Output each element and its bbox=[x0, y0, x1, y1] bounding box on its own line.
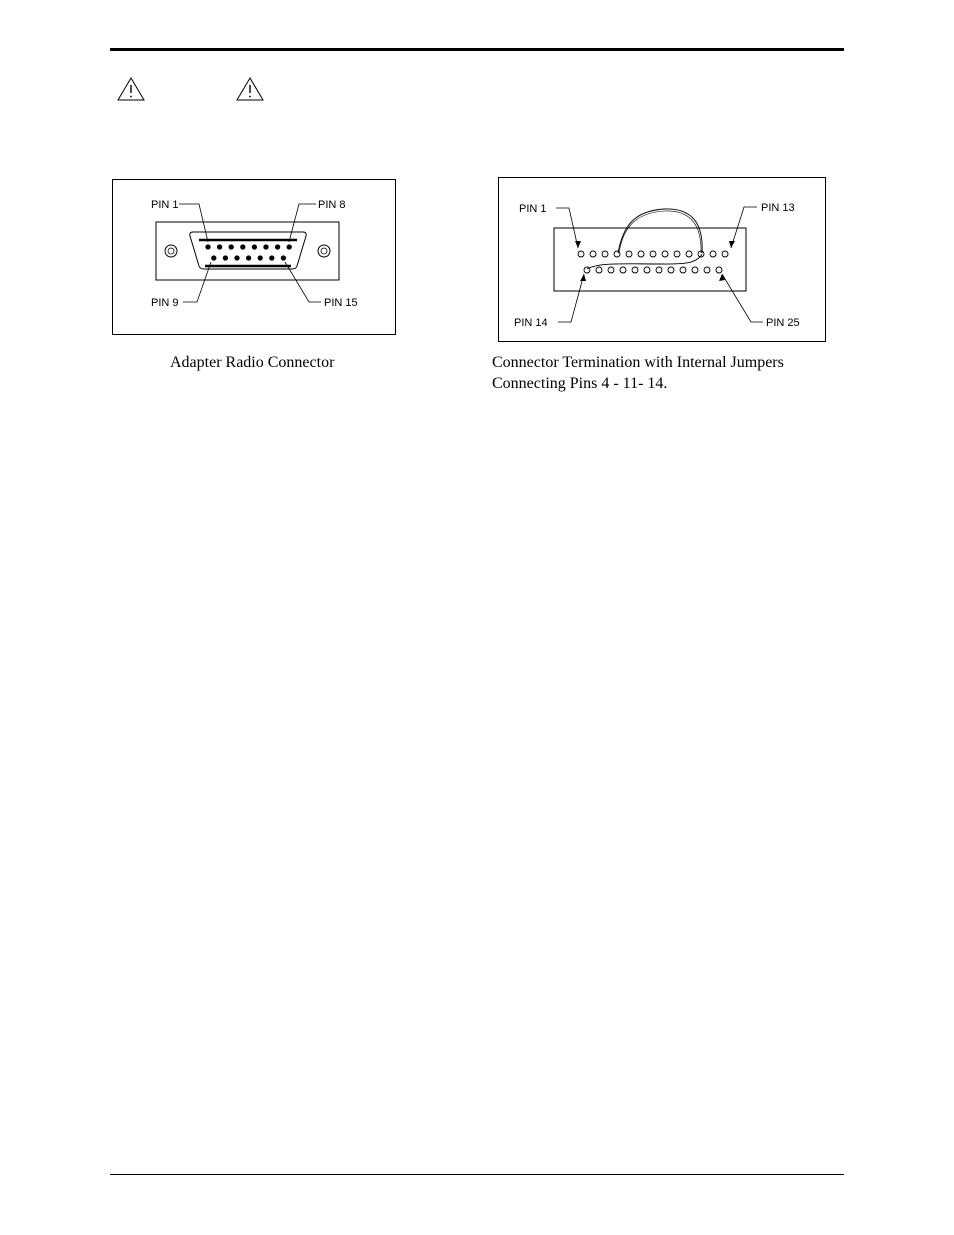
connector-pin bbox=[287, 245, 291, 249]
connector-pin bbox=[596, 267, 602, 273]
connector-pin bbox=[252, 245, 256, 249]
pin-array bbox=[206, 245, 292, 260]
connector-pin bbox=[235, 256, 239, 260]
connector-pin bbox=[722, 251, 728, 257]
connector-pin bbox=[223, 256, 227, 260]
caption-line-2: Connecting Pins 4 - 11- 14. bbox=[492, 375, 668, 392]
footer-rule bbox=[110, 1174, 844, 1175]
connector-pin bbox=[644, 267, 650, 273]
warning-triangle-icon bbox=[116, 76, 146, 102]
connector-pin bbox=[650, 251, 656, 257]
pin-15-label: PIN 15 bbox=[324, 297, 358, 309]
connector-pin bbox=[217, 245, 221, 249]
caption-line-1: Connector Termination with Internal Jumpers bbox=[492, 354, 784, 371]
connector-pin bbox=[620, 267, 626, 273]
adapter-radio-connector-figure bbox=[112, 179, 396, 335]
connector-pin bbox=[662, 251, 668, 257]
connector-pin bbox=[686, 251, 692, 257]
pin-13-label: PIN 13 bbox=[761, 202, 795, 214]
connector-pin bbox=[704, 267, 710, 273]
connector-pin bbox=[668, 267, 674, 273]
pin-9-label: PIN 9 bbox=[151, 297, 179, 309]
db15-connector-diagram bbox=[113, 180, 395, 334]
figure-left-caption: Adapter Radio Connector bbox=[170, 354, 335, 371]
connector-pin bbox=[206, 245, 210, 249]
pin-25-label: PIN 25 bbox=[766, 317, 800, 329]
db25-termination-diagram bbox=[499, 178, 825, 341]
connector-pin bbox=[281, 256, 285, 260]
pin-8-label: PIN 8 bbox=[318, 199, 346, 211]
connector-pin bbox=[246, 256, 250, 260]
connector-pin bbox=[716, 267, 722, 273]
connector-pin bbox=[638, 251, 644, 257]
connector-pin bbox=[608, 267, 614, 273]
connector-pin bbox=[241, 245, 245, 249]
connector-pin bbox=[578, 251, 584, 257]
connector-pin bbox=[212, 256, 216, 260]
connector-termination-figure bbox=[498, 177, 826, 342]
pin-1-label: PIN 1 bbox=[519, 203, 547, 215]
figure-right-caption bbox=[492, 352, 784, 394]
connector-pin bbox=[656, 267, 662, 273]
connector-pin bbox=[229, 245, 233, 249]
warning-triangle-icon bbox=[235, 76, 265, 102]
pin-14-label: PIN 14 bbox=[514, 317, 548, 329]
connector-pin bbox=[632, 267, 638, 273]
pin-array bbox=[578, 251, 728, 273]
connector-pin bbox=[710, 251, 716, 257]
connector-pin bbox=[590, 251, 596, 257]
connector-pin bbox=[602, 251, 608, 257]
connector-pin bbox=[264, 245, 268, 249]
connector-pin bbox=[270, 256, 274, 260]
connector-pin bbox=[692, 267, 698, 273]
connector-pin bbox=[626, 251, 632, 257]
connector-pin bbox=[680, 267, 686, 273]
connector-pin bbox=[258, 256, 262, 260]
connector-pin bbox=[275, 245, 279, 249]
connector-pin bbox=[674, 251, 680, 257]
header-rule bbox=[110, 48, 844, 51]
pin-1-label: PIN 1 bbox=[151, 199, 179, 211]
